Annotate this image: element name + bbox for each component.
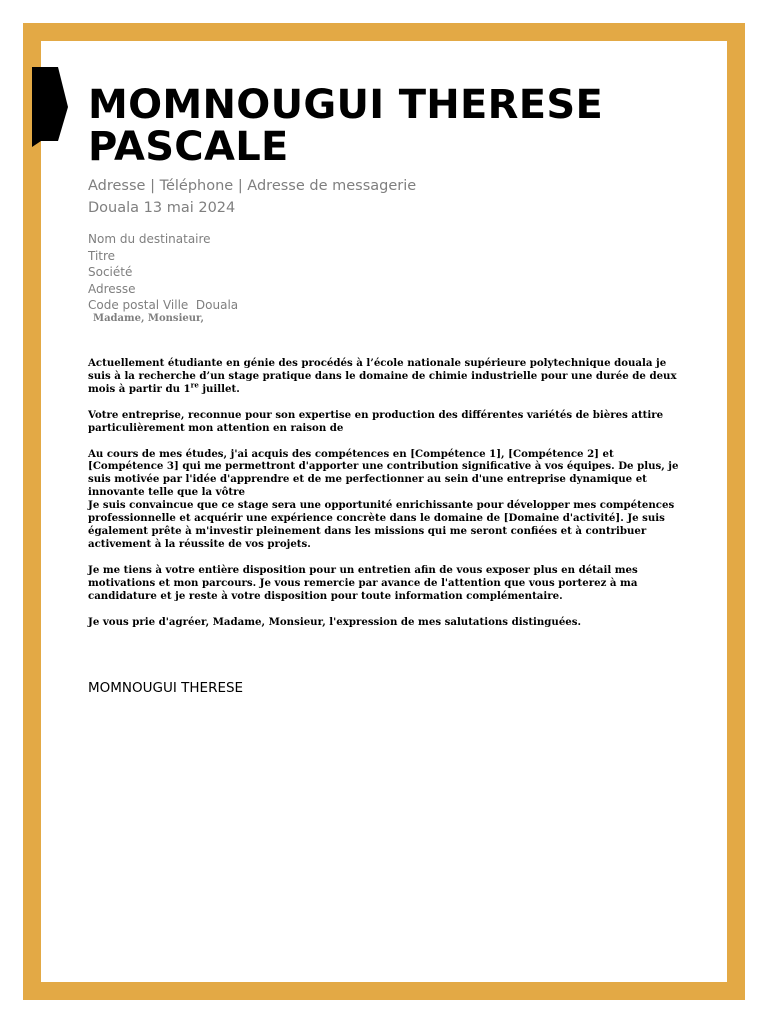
- sender-contact-line: Adresse | Téléphone | Adresse de messagerie: [88, 178, 417, 194]
- recipient-company: Société: [88, 265, 133, 280]
- recipient-address: Adresse: [88, 281, 136, 296]
- paragraph-skills-text: Au cours de mes études, j'ai acquis des compétences en [Compétence 1], [Compétence 2] et [Compétence 3] qui me permettront d'apporter une contribution significative à vos équipes. De plus, je suis motivée par l'idée d'apprendre et de me perfectionner au sein d'une entreprise dynamique et innovante telle que la vôtre: [88, 447, 679, 499]
- salutation: Madame, Monsieur,: [93, 313, 205, 324]
- paragraph-company: Votre entreprise, reconnue pour son expertise en production des différentes variétés de bières attire particulièrement mon attention en raison de: [88, 408, 664, 434]
- paragraph-motivation-text: Je suis convaincue que ce stage sera une opportunité enrichissante pour développer mes compétences professionnelle et acquérir une expérience concrète dans le domaine de [Domaine d'activité]. Je suis également prête à m'investir pleinement dans les missions qui me seront confiées et à contribuer activement à la réussite de vos projets.: [88, 499, 675, 550]
- signature: MOMNOUGUI THERESE: [88, 680, 244, 696]
- ordinal-superscript: re: [190, 380, 199, 390]
- paragraph-skills: [88, 448, 688, 551]
- recipient-name: Nom du destinataire: [88, 232, 211, 246]
- paragraph-intro: [88, 357, 688, 396]
- bookmark-ribbon-icon: [32, 67, 68, 147]
- sender-name: MOMNOUGUI THERESE PASCALE: [88, 82, 604, 170]
- recipient-block: [88, 231, 238, 314]
- recipient-postal-city: Code postal Ville Douala: [88, 298, 239, 313]
- paragraph-availability: Je me tiens à votre entière disposition pour un entretien afin de vous exposer plus en détail mes motivations et mon parcours. Je vous remercie par avance de l'attention que vous porterez à ma candidature et je reste à votre disposition pour toute information complémentaire.: [88, 563, 638, 602]
- paragraph-intro-text: Actuellement étudiante en génie des procédés à l’école nationale supérieure polytechnique douala je suis à la recherche d’un stage pratique dans le domaine de chimie industrielle pour une durée de deux mois à partir du 1: [88, 357, 677, 395]
- paragraph-closing: Je vous prie d'agréer, Madame, Monsieur, l'expression de mes salutations distinguées.: [88, 615, 582, 628]
- letter-body: [88, 357, 688, 641]
- paragraph-intro-end: juillet.: [198, 382, 240, 395]
- letter-date: Douala 13 mai 2024: [88, 200, 236, 216]
- recipient-title: Titre: [88, 248, 116, 263]
